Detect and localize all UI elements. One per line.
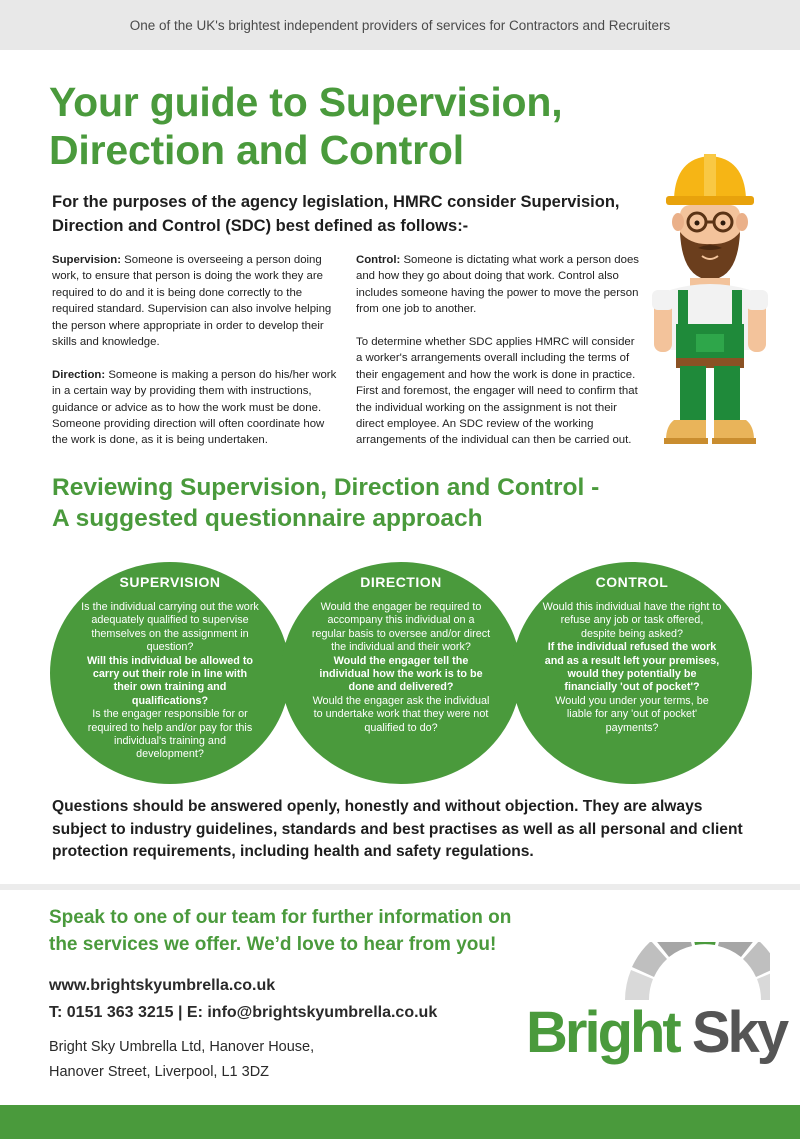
supervision-text: Someone is overseeing a person doing work, to ensure that person is doing the work they are required to do and it is being done correctly to the required standard. Supervision can also involve helping the person where appropriate in order to develop their skills and knowledge. [52, 254, 332, 349]
control-circle [512, 562, 752, 784]
control-questions [542, 601, 722, 735]
definitions-right-column [356, 252, 641, 465]
page-title [49, 78, 649, 174]
direction-term: Direction: [52, 368, 106, 381]
top-banner-text: One of the UK's brightest independent providers of services for Contractors and Recruiters [129, 17, 671, 33]
direction-text: Someone is making a person do his/her work in a certain way by providing them with instructions, guidance or advice as to how the work must be done. Someone providing direction will often coordinate how the work is done, as it is being undertaken. [52, 368, 337, 447]
control-question-2: If the individual refused the work and as a result left your premises, would they potentially be financially 'out of pocket'? [544, 641, 720, 694]
bright-sky-logo-text [526, 1000, 786, 1066]
phone-email[interactable]: T: 0151 363 3215 | E: info@brightskyumbrella.co.uk [49, 1004, 438, 1021]
definitions-left-column [52, 252, 337, 465]
supervision-circle-title: SUPERVISION [119, 574, 221, 590]
control-circle-title: CONTROL [595, 574, 669, 590]
top-banner [0, 0, 800, 50]
control-definition [356, 252, 641, 318]
intro-text: For the purposes of the agency legislation, HMRC consider Supervision, Direction and Control (SDC) best defined as follows:- [52, 193, 620, 235]
page-title-line1: Your guide to Supervision, [49, 79, 563, 125]
company-address [49, 1035, 314, 1085]
supervision-question-1: Is the individual carrying out the work adequately qualified to supervise themselves on the assignment in question? [81, 601, 259, 654]
questionnaire-heading-line1: Reviewing Supervision, Direction and Control - [52, 474, 600, 501]
determine-paragraph: To determine whether SDC applies HMRC will consider a worker's arrangements overall including the terms of their engagement and how the work is done in practice. First and foremost, the engager will need to confirm that the individual working on the assignment is not their direct employee. An SDC review of the working arrangements of the individual can then be carried out. [356, 336, 638, 447]
supervision-term: Supervision: [52, 254, 121, 266]
supervision-circle [50, 562, 290, 784]
supervision-question-2: Will this individual be allowed to carry out their role in line with their own training and qualifications? [86, 654, 254, 707]
cta-line2: the services we offer. We’d love to hear from you! [49, 934, 497, 955]
logo-word-sky: Sky [691, 1000, 787, 1065]
supervision-questions [80, 601, 260, 762]
website-link[interactable]: www.brightskyumbrella.co.uk [49, 977, 276, 994]
supervision-definition [52, 252, 337, 350]
control-text: Someone is dictating what work a person does and how they go about doing that work. Control also includes someone having the power to move the person from one job to another. [356, 254, 639, 316]
direction-questions [311, 601, 491, 735]
page-title-line2: Direction and Control [49, 127, 464, 173]
control-question-3: Would you under your terms, be liable for any 'out of pocket' payments? [555, 694, 709, 734]
questionnaire-heading-line2: A suggested questionnaire approach [52, 505, 483, 532]
direction-question-3: Would the engager ask the individual to undertake work that they were not qualified to do? [312, 694, 490, 734]
logo-word-bright: Bright [526, 1000, 679, 1065]
bottom-banner [0, 1105, 800, 1139]
address-line1: Bright Sky Umbrella Ltd, Hanover House, [49, 1039, 315, 1055]
control-question-1: Would this individual have the right to refuse any job or task offered, despite being asked? [542, 601, 722, 640]
questionnaire-heading [52, 472, 732, 534]
closing-statement: Questions should be answered openly, honestly and without objection. They are always subject to industry guidelines, standards and best practises as well as all personal and client protection requirements, including health and safety regulations. [52, 798, 743, 860]
direction-question-1: Would the engager be required to accompany this individual on a regular basis to oversee and/or direct the individual and their work? [311, 601, 491, 654]
direction-circle-title: DIRECTION [360, 574, 442, 590]
cta-line1: Speak to one of our team for further information on [49, 907, 512, 928]
direction-circle [281, 562, 521, 784]
worker-illustration [640, 150, 780, 450]
section-divider [0, 884, 800, 890]
control-term: Control: [356, 254, 401, 266]
supervision-question-3: Is the engager responsible for or required to help and/or pay for this individual's training and development? [87, 708, 253, 761]
direction-definition [52, 367, 337, 449]
direction-question-2: Would the engager tell the individual how the work is to be done and delivered? [319, 654, 483, 694]
address-line2: Hanover Street, Liverpool, L1 3DZ [49, 1064, 270, 1080]
contact-details [49, 972, 437, 1026]
